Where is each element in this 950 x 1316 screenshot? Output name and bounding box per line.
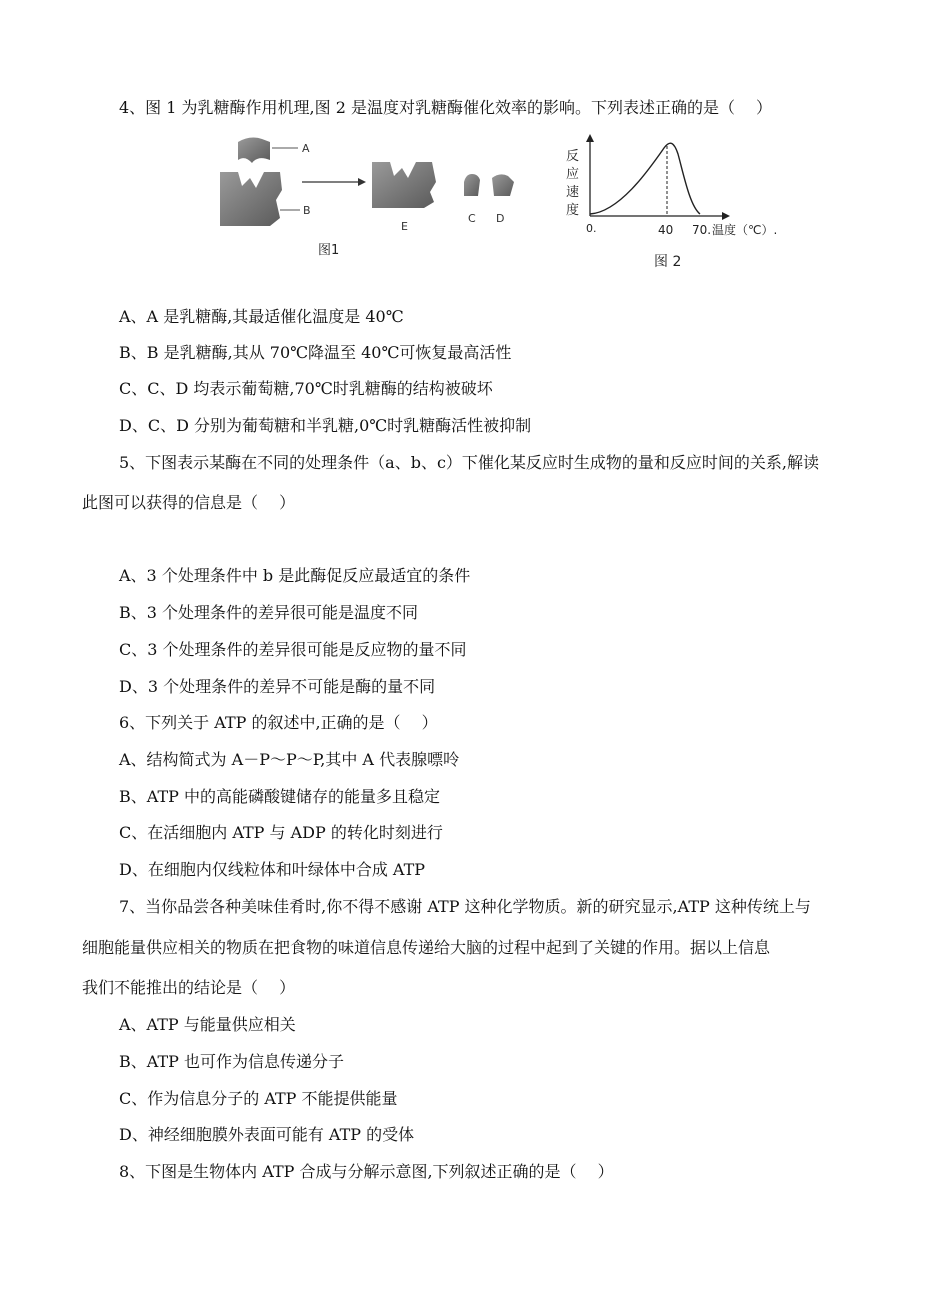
label-a: A — [302, 142, 310, 155]
x-axis-arrowhead — [722, 212, 730, 220]
reaction-arrowhead — [358, 178, 366, 186]
enzyme-b-shape — [220, 172, 282, 226]
ylabel-char-1: 反 — [566, 149, 580, 164]
q5-option-a: A、3 个处理条件中 b 是此酶促反应最适宜的条件 — [119, 566, 471, 585]
q5-option-b: B、3 个处理条件的差异很可能是温度不同 — [119, 603, 419, 622]
figure-2-temperature-curve — [560, 128, 800, 273]
q7-option-b: B、ATP 也可作为信息传递分子 — [119, 1052, 344, 1071]
rate-curve — [590, 143, 700, 214]
q4-option-a: A、A 是乳糖酶,其最适催化温度是 40℃ — [119, 307, 404, 326]
label-c: C — [468, 212, 476, 225]
q5-stem-line-2: 此图可以获得的信息是（ ） — [82, 493, 296, 512]
label-d: D — [496, 212, 505, 225]
enzyme-e-shape — [372, 162, 436, 208]
q5-stem-line-1: 5、下图表示某酶在不同的处理条件（a、b、c）下催化某反应时生成物的量和反应时间的关系,解读 — [119, 453, 820, 472]
q7-option-c: C、作为信息分子的 ATP 不能提供能量 — [119, 1089, 398, 1108]
ylabel-char-4: 度 — [566, 203, 580, 218]
q7-option-a: A、ATP 与能量供应相关 — [119, 1015, 296, 1034]
q4-option-c: C、C、D 均表示葡萄糖,70℃时乳糖酶的结构被破坏 — [119, 379, 493, 398]
figure-1-caption: 图1 — [318, 243, 340, 258]
tick-label-40: 40 — [658, 223, 674, 237]
q4-stem: 4、图 1 为乳糖酶作用机理,图 2 是温度对乳糖酶催化效率的影响。下列表述正确的是（ ） — [119, 98, 773, 117]
tick-label-70: 70. — [692, 223, 712, 237]
q5-option-d: D、3 个处理条件的差异不可能是酶的量不同 — [119, 677, 436, 696]
q4-option-b: B、B 是乳糖酶,其从 70℃降温至 40℃可恢复最高活性 — [119, 343, 512, 362]
q6-stem: 6、下列关于 ATP 的叙述中,正确的是（ ） — [119, 713, 438, 732]
q7-stem-line-1: 7、当你品尝各种美味佳肴时,你不得不感谢 ATP 这种化学物质。新的研究显示,ATP 这种传统上与 — [119, 897, 811, 916]
figure-2-caption: 图 2 — [654, 254, 682, 270]
q7-option-d: D、神经细胞膜外表面可能有 ATP 的受体 — [119, 1125, 415, 1144]
ylabel-char-3: 速 — [566, 185, 580, 200]
q8-stem: 8、下图是生物体内 ATP 合成与分解示意图,下列叙述正确的是（ ） — [119, 1162, 614, 1181]
label-e: E — [401, 220, 408, 233]
substrate-a-shape — [238, 138, 270, 163]
q5-option-c: C、3 个处理条件的差异很可能是反应物的量不同 — [119, 640, 467, 659]
product-c-shape — [464, 174, 480, 196]
y-axis-arrowhead — [586, 134, 594, 142]
q6-option-d: D、在细胞内仅线粒体和叶绿体中合成 ATP — [119, 860, 426, 879]
origin-label: 0. — [586, 222, 597, 235]
product-d-shape — [492, 174, 514, 196]
label-b: B — [303, 204, 311, 217]
ylabel-char-2: 应 — [566, 167, 580, 182]
q6-option-c: C、在活细胞内 ATP 与 ADP 的转化时刻进行 — [119, 823, 443, 842]
q7-stem-line-3: 我们不能推出的结论是（ ） — [82, 978, 296, 997]
q6-option-a: A、结构简式为 A－P～P～P,其中 A 代表腺嘌呤 — [119, 750, 460, 769]
q6-option-b: B、ATP 中的高能磷酸键储存的能量多且稳定 — [119, 787, 440, 806]
q7-stem-line-2: 细胞能量供应相关的物质在把食物的味道信息传递给大脑的过程中起到了关键的作用。据以上信息 — [82, 938, 771, 957]
q4-option-d: D、C、D 分别为葡萄糖和半乳糖,0℃时乳糖酶活性被抑制 — [119, 416, 532, 435]
figure-1-enzyme-mechanism — [210, 130, 540, 265]
xlabel: 温度（℃）. — [712, 223, 778, 237]
